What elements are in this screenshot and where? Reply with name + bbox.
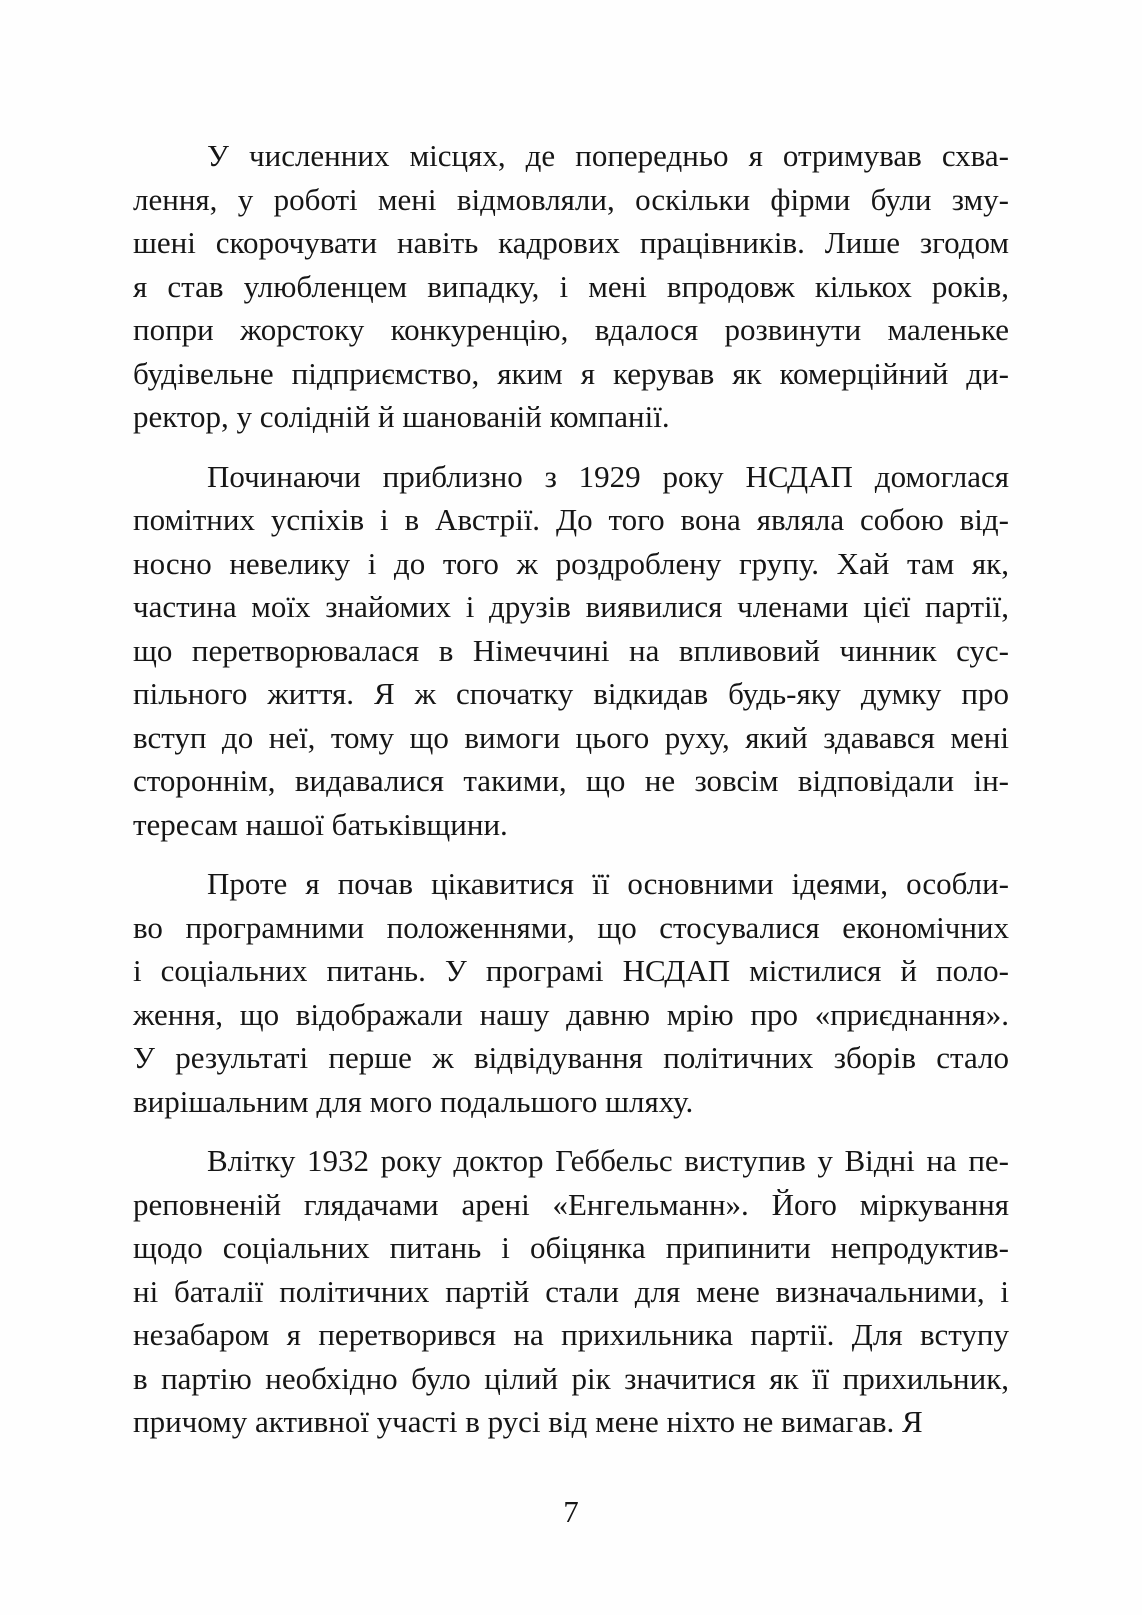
text-line: я став улюбленцем випадку, і мені впродовж кількох років, <box>133 268 1009 304</box>
text-line: У численних місцях, де попередньо я отримував схва- <box>207 138 1009 173</box>
text-line: причому активної участі в русі від мене ніхто не вимагав. Я <box>133 1404 923 1439</box>
text-line: шені скорочувати навіть кадрових працівників. Лише згодом <box>133 225 1009 260</box>
text-line: і соціальних питань. У програмі НСДАП містилися й поло- <box>133 953 1009 988</box>
text-line: Влітку 1932 року доктор Геббельс виступив у Відні на пе- <box>207 1143 1009 1178</box>
text-line: Починаючи приблизно з 1929 року НСДАП домоглася <box>207 458 1009 494</box>
text-line: тересам нашої батьківщини. <box>133 806 508 842</box>
paragraph <box>133 134 1009 439</box>
text-line: ні баталії політичних партій стали для мене визначальними, і <box>133 1273 1009 1309</box>
text-line: Проте я почав цікавитися її основними ідеями, особли- <box>207 866 1009 901</box>
text-line: частина моїх знайомих і друзів виявилися членами цієї партії, <box>133 589 1009 624</box>
text-line: попри жорстоку конкуренцію, вдалося розвинути маленьке <box>133 312 1009 347</box>
text-line: помітних успіхів і в Австрії. До того вона являла собою від- <box>133 502 1009 537</box>
text-line: пільного життя. Я ж спочатку відкидав будь-яку думку про <box>133 676 1009 711</box>
text-line: щодо соціальних питань і обіцянка припинити непродуктив- <box>133 1230 1009 1265</box>
text-line: реповненій глядачами арені «Енгельманн». Його міркування <box>133 1186 1009 1222</box>
text-line: во програмними положеннями, що стосувалися економічних <box>133 909 1009 945</box>
text-line: вступ до неї, тому що вимоги цього руху, який здавався мені <box>133 719 1009 755</box>
text-line: стороннім, видавалися такими, що не зовсім відповідали ін- <box>133 763 1009 798</box>
page-number: 7 <box>563 1494 579 1529</box>
text-line: лення, у роботі мені відмовляли, оскільки фірми були зму- <box>133 181 1009 217</box>
text-line: що перетворювалася в Німеччині на впливовий чинник сус- <box>133 632 1009 668</box>
paragraph <box>133 1139 1009 1444</box>
text-line: в партію необхідно було цілий рік значитися як її прихильник, <box>133 1360 1009 1396</box>
text-line: ректор, у солідній й шанованій компанії. <box>133 399 670 434</box>
text-line: носно невелику і до того ж роздроблену групу. Хай там як, <box>133 545 1009 581</box>
text-line: незабаром я перетворився на прихильника партії. Для вступу <box>133 1317 1009 1352</box>
page-text <box>133 134 1009 1460</box>
text-line: будівельне підприємство, яким я керував як комерційний ди- <box>133 355 1009 391</box>
text-line: У результаті перше ж відвідування політичних зборів стало <box>133 1040 1009 1075</box>
text-line: ження, що відображали нашу давню мрію про «приєднання». <box>133 996 1009 1032</box>
paragraph <box>133 862 1009 1123</box>
paragraph <box>133 455 1009 847</box>
text-line: вирішальним для мого подальшого шляху. <box>133 1083 694 1119</box>
